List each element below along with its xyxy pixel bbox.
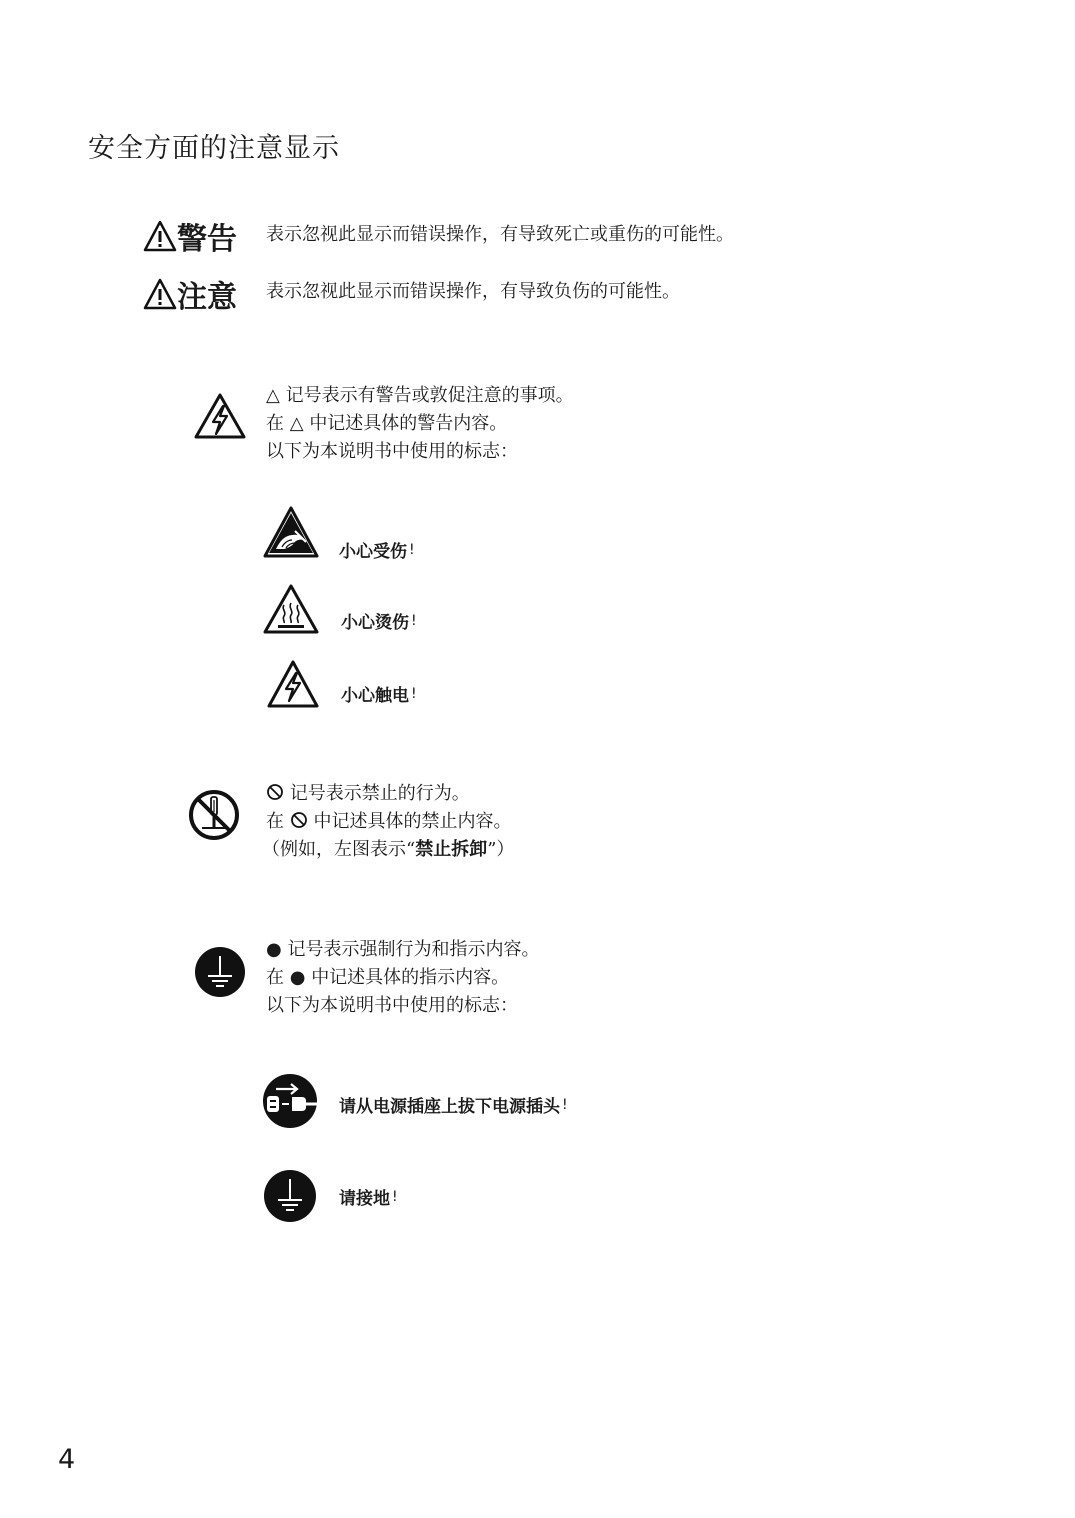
caution-label-text: 注意 [177,280,237,315]
warning-label-text: 警告 [177,222,237,257]
ground-circle-icon [194,946,246,998]
hot-surface-triangle-icon [262,583,320,635]
triangle-line-3: 以下为本说明书中使用的标志： [266,441,518,462]
prohibition-symbol-icon [266,783,284,801]
mandatory-line-3: 以下为本说明书中使用的标志： [266,995,518,1016]
ground-icon [264,1169,316,1223]
triangle-line-2: 在 △ 中记述具体的警告内容。 [266,413,508,434]
warning-triangle-icon [143,220,177,252]
prohibition-line-2: 在 中记述具体的禁止内容。 [266,811,512,832]
warning-description: 表示忽视此显示而错误操作，有导致死亡或重伤的可能性。 [266,224,734,245]
hand-injury-triangle-icon [262,505,320,559]
warning-triangle-icon [143,278,177,310]
electric-warning-triangle-icon [193,392,247,440]
page-title: 安全方面的注意显示 [88,133,340,164]
symbol-label-burn: 小心烫伤 ! [341,612,417,633]
caution-level-label [143,272,237,316]
symbol-label-injury: 小心受伤 ! [339,541,415,562]
page-number: 4 [58,1444,76,1475]
mandatory-line-1: ● 记号表示强制行为和指示内容。 [266,939,540,960]
unplug-icon [262,1073,320,1129]
prohibition-line-1: 记号表示禁止的行为。 [266,780,470,809]
symbol-label-shock: 小心触电 ! [341,685,417,706]
mandatory-line-2: 在 ● 中记述具体的指示内容。 [266,967,510,988]
prohibition-line-3: （例如，左图表示“禁止拆卸”） [262,839,515,860]
prohibition-symbol-icon [290,811,308,829]
warning-level-label [143,214,237,258]
symbol-label-unplug: 请从电源插座上拔下电源插头 ! [339,1096,568,1117]
no-disassembly-icon [187,788,241,842]
triangle-line-1: △ 记号表示有警告或敦促注意的事项。 [266,385,574,406]
caution-description: 表示忽视此显示而错误操作，有导致负伤的可能性。 [266,281,680,302]
electric-shock-triangle-icon [266,659,320,709]
symbol-label-ground: 请接地 ! [339,1188,398,1209]
